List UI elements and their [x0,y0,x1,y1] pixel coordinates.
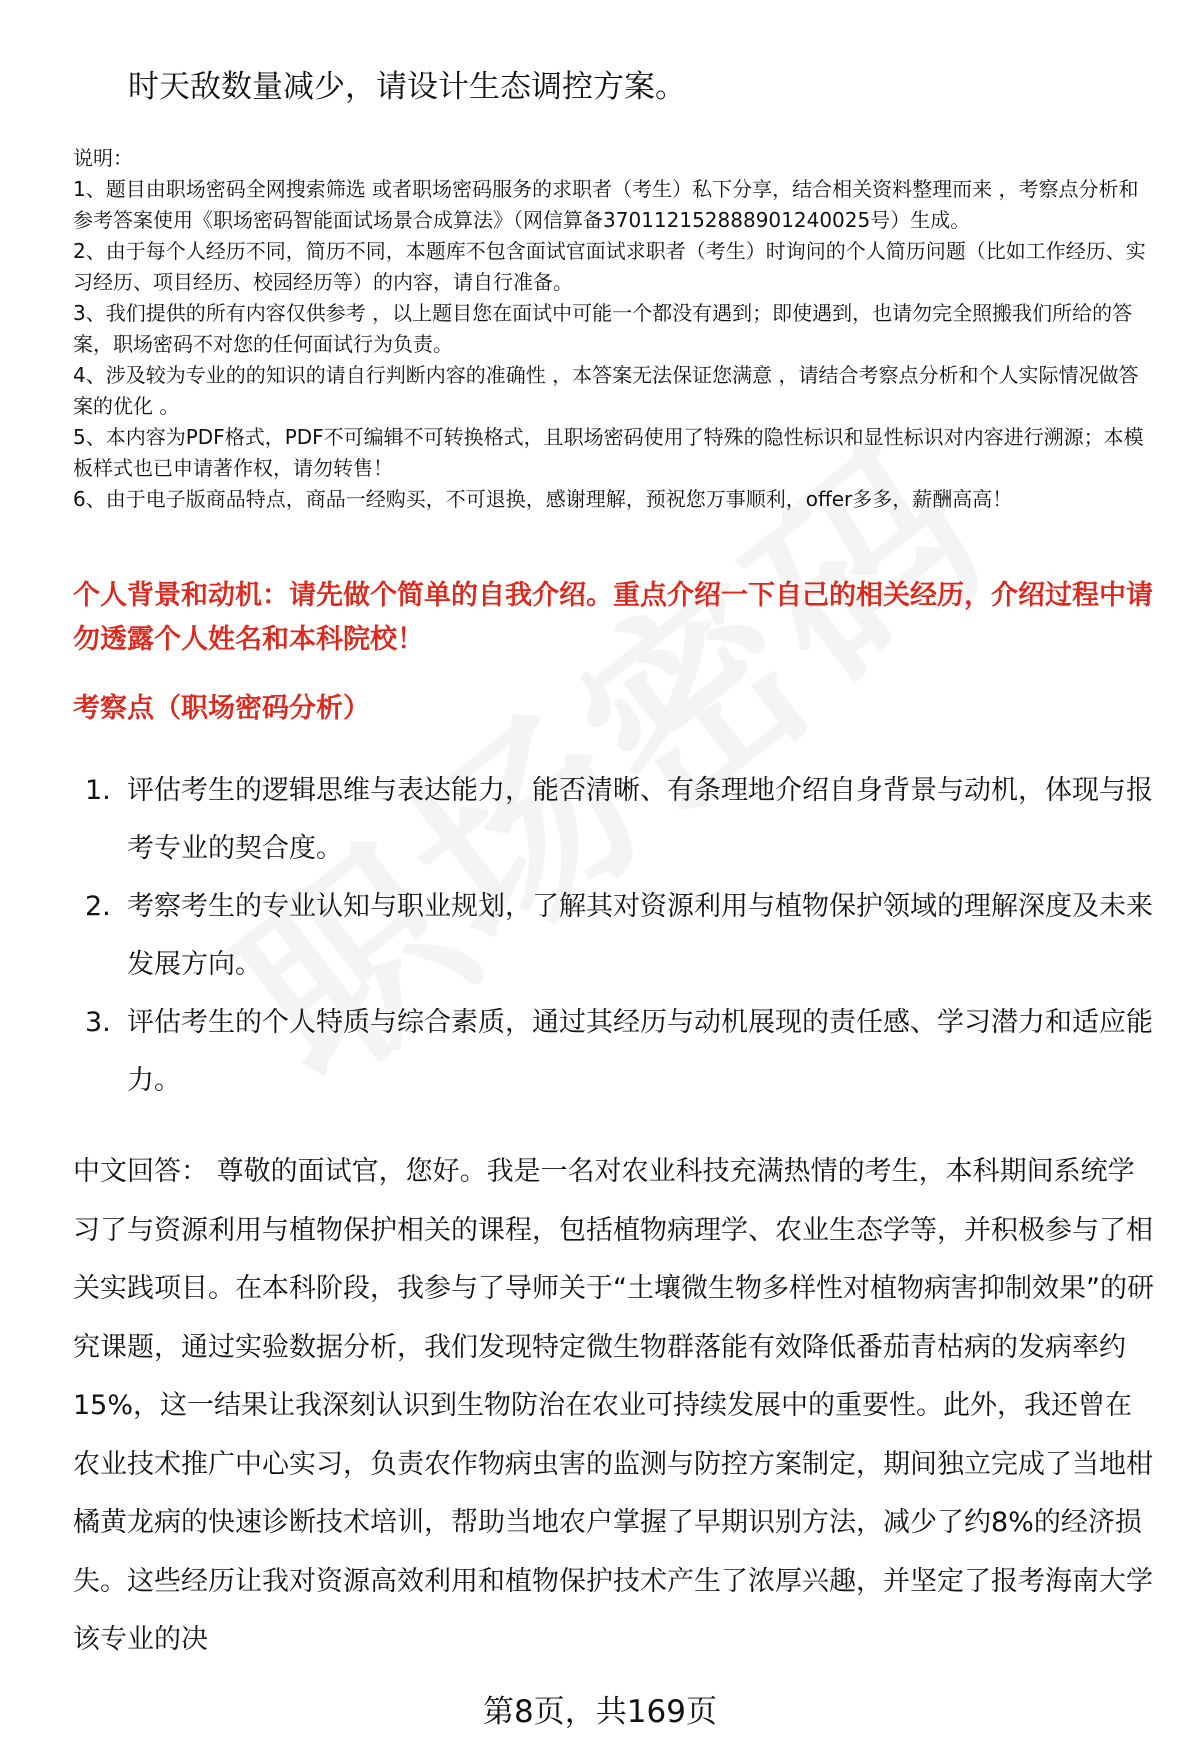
notes-section [73,143,1153,515]
question-heading: 个人背景和动机：请先做个简单的自我介绍。重点介绍一下自己的相关经历，介绍过程中请勿透露个人姓名和本科院校！ [73,580,1153,655]
question-continuation: 时天敌数量减少，请设计生态调控方案。 [128,69,686,105]
note-item: 1、题目由职场密码全网搜索筛选 或者职场密码服务的求职者（考生）私下分享，结合相关资料整理而来 ，考察点分析和参考答案使用《职场密码智能面试场景合成算法》（网信算备370112152888901240025号）生成。 [73,177,1139,232]
list-item-number: 2. [85,891,111,922]
note-item: 5、本内容为PDF格式，PDF不可编辑不可转换格式，且职场密码使用了特殊的隐性标识和显性标识对内容进行溯源；本模板样式也已申请著作权，请勿转售！ [73,425,1144,480]
list-item [73,762,1153,878]
list-item-text: 评估考生的个人特质与综合素质，通过其经历与动机展现的责任感、学习潜力和适应能力。 [127,1007,1153,1096]
note-item: 2、由于每个人经历不同，简历不同，本题库不包含面试官面试求职者（考生）时询问的个人简历问题（比如工作经历、实习经历、项目经历、校园经历等）的内容，请自行准备。 [73,239,1146,294]
assessment-points-list [73,762,1153,1110]
note-item: 3、我们提供的所有内容仅供参考 ，以上题目您在面试中可能一个都没有遇到；即使遇到，也请勿完全照搬我们所给的答案，职场密码不对您的任何面试行为负责。 [73,301,1133,356]
list-item-number: 1. [85,775,111,806]
list-item-text: 考察考生的专业认知与职业规划，了解其对资源利用与植物保护领域的理解深度及未来发展方向。 [127,891,1153,980]
note-item: 6、由于电子版商品特点，商品一经购买，不可退换，感谢理解，预祝您万事顺利，offer多多，薪酬高高！ [73,487,1013,511]
list-item [73,994,1153,1110]
points-heading: 考察点（职场密码分析） [73,693,370,724]
note-item: 4、涉及较为专业的的知识的请自行判断内容的准确性 ，本答案无法保证您满意 ，请结合考察点分析和个人实际情况做答案的优化 。 [73,363,1139,418]
list-item-number: 3. [85,1007,111,1038]
page-number: 第8页，共169页 [483,1694,717,1730]
answer-paragraph: 中文回答： 尊敬的面试官，您好。我是一名对农业科技充满热情的考生，本科期间系统学习了与资源利用与植物保护相关的课程，包括植物病理学、农业生态学等，并积极参与了相关实践项目。在本科阶段，我参与了导师关于“土壤微生物多样性对植物病害抑制效果”的研究课题，通过实验数据分析，我们发现特定微生物群落能有效降低番茄青枯病的发病率约15%，这一结果让我深刻认识到生物防治在农业可持续发展中的重要性。此外，我还曾在农业技术推广中心实习，负责农作物病虫害的监测与防控方案制定，期间独立完成了当地柑橘黄龙病的快速诊断技术培训，帮助当地农户掌握了早期识别方法，减少了约8%的经济损失。这些经历让我对资源高效利用和植物保护技术产生了浓厚兴趣，并坚定了报考海南大学该专业的决 [73,1156,1154,1655]
list-item-text: 评估考生的逻辑思维与表达能力，能否清晰、有条理地介绍自身背景与动机，体现与报考专业的契合度。 [127,775,1153,864]
notes-title: 说明： [73,146,133,170]
list-item [73,878,1153,994]
